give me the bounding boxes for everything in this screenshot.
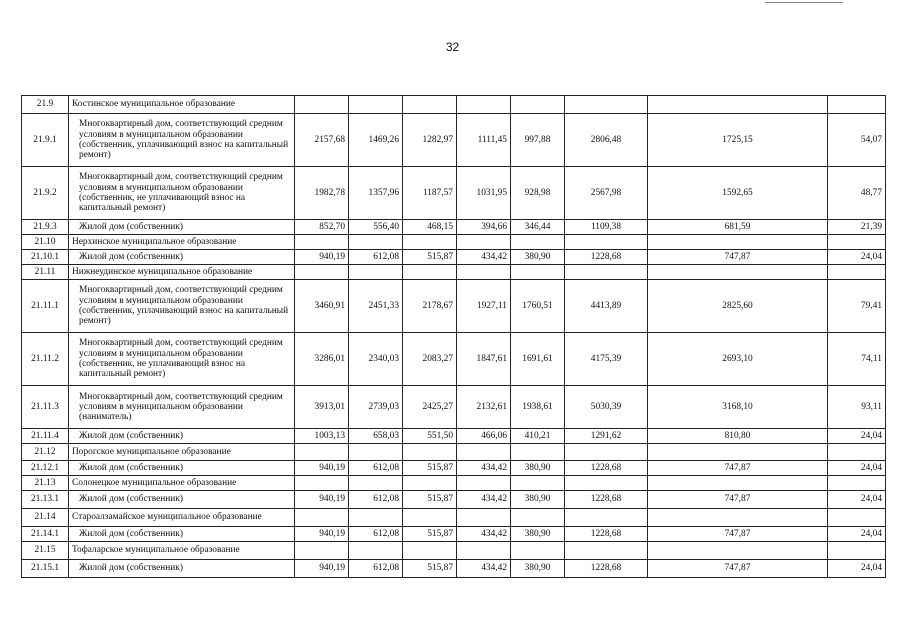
- value-cell: 1357,96: [349, 167, 403, 220]
- value-cell: 434,42: [457, 491, 511, 509]
- value-cell: 24,04: [828, 250, 886, 265]
- value-cell: [565, 509, 648, 527]
- value-cell: 1691,61: [511, 333, 565, 386]
- value-cell: 940,19: [295, 527, 349, 542]
- value-cell: [295, 96, 349, 114]
- value-cell: [349, 265, 403, 280]
- housing-category: Жилой дом (собственник): [69, 220, 295, 235]
- row-number: 21.12: [22, 444, 69, 461]
- value-cell: 2451,33: [349, 280, 403, 333]
- value-cell: 612,08: [349, 491, 403, 509]
- value-cell: [349, 542, 403, 560]
- value-cell: [565, 476, 648, 491]
- value-cell: 515,87: [403, 491, 457, 509]
- value-cell: [295, 509, 349, 527]
- value-cell: [511, 96, 565, 114]
- row-number: 21.11.4: [22, 429, 69, 444]
- table-row-group: [22, 444, 886, 461]
- value-cell: [457, 444, 511, 461]
- value-cell: 4413,89: [565, 280, 648, 333]
- value-cell: 612,08: [349, 250, 403, 265]
- value-cell: 551,50: [403, 429, 457, 444]
- value-cell: 612,08: [349, 527, 403, 542]
- value-cell: [828, 265, 886, 280]
- municipality-name: Костинское муниципальное образование: [69, 96, 295, 114]
- value-cell: 346,44: [511, 220, 565, 235]
- value-cell: 681,59: [648, 220, 828, 235]
- value-cell: [457, 265, 511, 280]
- value-cell: [295, 542, 349, 560]
- row-number: 21.14.1: [22, 527, 69, 542]
- value-cell: 1760,51: [511, 280, 565, 333]
- value-cell: 2340,03: [349, 333, 403, 386]
- value-cell: 1228,68: [565, 527, 648, 542]
- table-row-group: [22, 509, 886, 527]
- value-cell: [565, 96, 648, 114]
- value-cell: 2693,10: [648, 333, 828, 386]
- value-cell: [403, 542, 457, 560]
- value-cell: 1592,65: [648, 167, 828, 220]
- row-number: 21.11.1: [22, 280, 69, 333]
- value-cell: [457, 542, 511, 560]
- value-cell: 515,87: [403, 461, 457, 476]
- table-row: [22, 280, 886, 333]
- row-number: 21.9: [22, 96, 69, 114]
- value-cell: 410,21: [511, 429, 565, 444]
- value-cell: 1725,15: [648, 114, 828, 167]
- table-row: [22, 333, 886, 386]
- housing-category: Жилой дом (собственник): [69, 560, 295, 578]
- value-cell: 940,19: [295, 491, 349, 509]
- value-cell: 24,04: [828, 491, 886, 509]
- value-cell: [828, 476, 886, 491]
- municipality-name: Нижнеудинское муниципальное образование: [69, 265, 295, 280]
- value-cell: [648, 96, 828, 114]
- value-cell: [511, 509, 565, 527]
- table-row-group: [22, 235, 886, 250]
- table-row: [22, 220, 886, 235]
- housing-category: Многоквартирный дом, соответствующий средним условиям в муниципальном образовании (собственник, уплачивающий взнос на капитальный ремонт): [69, 280, 295, 333]
- value-cell: 940,19: [295, 461, 349, 476]
- value-cell: 2806,48: [565, 114, 648, 167]
- value-cell: 1938,61: [511, 386, 565, 429]
- value-cell: [511, 265, 565, 280]
- value-cell: 2178,67: [403, 280, 457, 333]
- municipality-name: Солонецкое муниципальное образование: [69, 476, 295, 491]
- value-cell: 515,87: [403, 527, 457, 542]
- value-cell: 21,39: [828, 220, 886, 235]
- value-cell: [403, 265, 457, 280]
- value-cell: 747,87: [648, 560, 828, 578]
- value-cell: 380,90: [511, 461, 565, 476]
- value-cell: 2425,27: [403, 386, 457, 429]
- row-number: 21.13: [22, 476, 69, 491]
- table-row: [22, 527, 886, 542]
- housing-category: Многоквартирный дом, соответствующий средним условиям в муниципальном образовании (собственник, уплачивающий взнос на капитальный ремонт): [69, 114, 295, 167]
- housing-category: Многоквартирный дом, соответствующий средним условиям в муниципальном образовании (собственник, не уплачивающий взнос на капитальный ремонт): [69, 333, 295, 386]
- value-cell: 1187,57: [403, 167, 457, 220]
- value-cell: 940,19: [295, 560, 349, 578]
- value-cell: [403, 96, 457, 114]
- table-row: [22, 114, 886, 167]
- value-cell: [828, 235, 886, 250]
- row-number: 21.14: [22, 509, 69, 527]
- value-cell: 2157,68: [295, 114, 349, 167]
- value-cell: [349, 96, 403, 114]
- municipality-name: Староалзамайское муниципальное образование: [69, 509, 295, 527]
- value-cell: [403, 509, 457, 527]
- value-cell: 928,98: [511, 167, 565, 220]
- value-cell: 24,04: [828, 461, 886, 476]
- value-cell: 852,70: [295, 220, 349, 235]
- row-number: 21.11: [22, 265, 69, 280]
- value-cell: 1228,68: [565, 491, 648, 509]
- value-cell: [648, 444, 828, 461]
- value-cell: [457, 476, 511, 491]
- value-cell: 1927,11: [457, 280, 511, 333]
- value-cell: [295, 476, 349, 491]
- top-edge-mark: [765, 0, 843, 3]
- value-cell: [828, 542, 886, 560]
- value-cell: 434,42: [457, 527, 511, 542]
- table-row: [22, 386, 886, 429]
- housing-category: Многоквартирный дом, соответствующий средним условиям в муниципальном образовании (наниматель): [69, 386, 295, 429]
- value-cell: 1469,26: [349, 114, 403, 167]
- row-number: 21.11.2: [22, 333, 69, 386]
- value-cell: 466,06: [457, 429, 511, 444]
- value-cell: 3913,01: [295, 386, 349, 429]
- value-cell: 1282,97: [403, 114, 457, 167]
- value-cell: 1031,95: [457, 167, 511, 220]
- value-cell: [295, 444, 349, 461]
- value-cell: [828, 444, 886, 461]
- value-cell: 556,40: [349, 220, 403, 235]
- value-cell: 1228,68: [565, 560, 648, 578]
- housing-category: Жилой дом (собственник): [69, 250, 295, 265]
- value-cell: [648, 265, 828, 280]
- value-cell: [511, 476, 565, 491]
- table-row-group: [22, 265, 886, 280]
- value-cell: 2739,03: [349, 386, 403, 429]
- value-cell: [403, 444, 457, 461]
- value-cell: [403, 235, 457, 250]
- value-cell: 1109,38: [565, 220, 648, 235]
- value-cell: [828, 96, 886, 114]
- value-cell: [349, 476, 403, 491]
- row-number: 21.12.1: [22, 461, 69, 476]
- value-cell: 2567,98: [565, 167, 648, 220]
- value-cell: [565, 444, 648, 461]
- value-cell: 380,90: [511, 527, 565, 542]
- value-cell: 434,42: [457, 461, 511, 476]
- value-cell: [565, 542, 648, 560]
- value-cell: [349, 444, 403, 461]
- value-cell: [295, 235, 349, 250]
- municipality-name: Тофаларское муниципальное образование: [69, 542, 295, 560]
- value-cell: 940,19: [295, 250, 349, 265]
- value-cell: 515,87: [403, 560, 457, 578]
- value-cell: 24,04: [828, 429, 886, 444]
- value-cell: 24,04: [828, 527, 886, 542]
- row-number: 21.10: [22, 235, 69, 250]
- value-cell: 54,07: [828, 114, 886, 167]
- value-cell: 434,42: [457, 250, 511, 265]
- value-cell: [511, 444, 565, 461]
- value-cell: 2825,60: [648, 280, 828, 333]
- value-cell: [648, 509, 828, 527]
- tariff-table: [21, 95, 886, 578]
- value-cell: 48,77: [828, 167, 886, 220]
- value-cell: 1847,61: [457, 333, 511, 386]
- value-cell: 515,87: [403, 250, 457, 265]
- value-cell: 5030,39: [565, 386, 648, 429]
- value-cell: 747,87: [648, 491, 828, 509]
- table-row-group: [22, 542, 886, 560]
- value-cell: 747,87: [648, 461, 828, 476]
- value-cell: 3460,91: [295, 280, 349, 333]
- value-cell: 468,15: [403, 220, 457, 235]
- table-row-group: [22, 96, 886, 114]
- value-cell: [565, 235, 648, 250]
- value-cell: 4175,39: [565, 333, 648, 386]
- table-row-group: [22, 476, 886, 491]
- value-cell: 997,88: [511, 114, 565, 167]
- value-cell: 810,80: [648, 429, 828, 444]
- value-cell: 380,90: [511, 250, 565, 265]
- value-cell: 658,03: [349, 429, 403, 444]
- value-cell: [828, 509, 886, 527]
- table-row: [22, 560, 886, 578]
- housing-category: Жилой дом (собственник): [69, 461, 295, 476]
- value-cell: 74,11: [828, 333, 886, 386]
- housing-category: Жилой дом (собственник): [69, 527, 295, 542]
- value-cell: [349, 509, 403, 527]
- row-number: 21.9.3: [22, 220, 69, 235]
- value-cell: [648, 235, 828, 250]
- row-number: 21.10.1: [22, 250, 69, 265]
- value-cell: 1111,45: [457, 114, 511, 167]
- table-row: [22, 461, 886, 476]
- value-cell: 24,04: [828, 560, 886, 578]
- value-cell: 3286,01: [295, 333, 349, 386]
- row-number: 21.9.2: [22, 167, 69, 220]
- table-row: [22, 429, 886, 444]
- value-cell: 1291,62: [565, 429, 648, 444]
- value-cell: 612,08: [349, 560, 403, 578]
- municipality-name: Порогское муниципальное образование: [69, 444, 295, 461]
- value-cell: 1982,78: [295, 167, 349, 220]
- value-cell: 1003,13: [295, 429, 349, 444]
- value-cell: [511, 542, 565, 560]
- housing-category: Жилой дом (собственник): [69, 429, 295, 444]
- table-row: [22, 167, 886, 220]
- value-cell: [457, 235, 511, 250]
- value-cell: [648, 542, 828, 560]
- table-row: [22, 491, 886, 509]
- value-cell: 2132,61: [457, 386, 511, 429]
- table-row: [22, 250, 886, 265]
- housing-category: Жилой дом (собственник): [69, 491, 295, 509]
- value-cell: 747,87: [648, 527, 828, 542]
- value-cell: 380,90: [511, 491, 565, 509]
- value-cell: 1228,68: [565, 250, 648, 265]
- value-cell: 612,08: [349, 461, 403, 476]
- value-cell: 79,41: [828, 280, 886, 333]
- row-number: 21.15: [22, 542, 69, 560]
- row-number: 21.9.1: [22, 114, 69, 167]
- row-number: 21.13.1: [22, 491, 69, 509]
- value-cell: [511, 235, 565, 250]
- value-cell: 1228,68: [565, 461, 648, 476]
- value-cell: 380,90: [511, 560, 565, 578]
- value-cell: 3168,10: [648, 386, 828, 429]
- value-cell: [457, 96, 511, 114]
- value-cell: [457, 509, 511, 527]
- page-number: 32: [445, 40, 460, 54]
- value-cell: 434,42: [457, 560, 511, 578]
- value-cell: [403, 476, 457, 491]
- value-cell: [349, 235, 403, 250]
- value-cell: 394,66: [457, 220, 511, 235]
- housing-category: Многоквартирный дом, соответствующий средним условиям в муниципальном образовании (собственник, не уплачивающий взнос на капитальный ремонт): [69, 167, 295, 220]
- value-cell: [648, 476, 828, 491]
- row-number: 21.15.1: [22, 560, 69, 578]
- value-cell: 747,87: [648, 250, 828, 265]
- value-cell: [295, 265, 349, 280]
- row-number: 21.11.3: [22, 386, 69, 429]
- table-body: [22, 96, 886, 578]
- value-cell: 93,11: [828, 386, 886, 429]
- value-cell: 2083,27: [403, 333, 457, 386]
- value-cell: [565, 265, 648, 280]
- municipality-name: Нерхинское муниципальное образование: [69, 235, 295, 250]
